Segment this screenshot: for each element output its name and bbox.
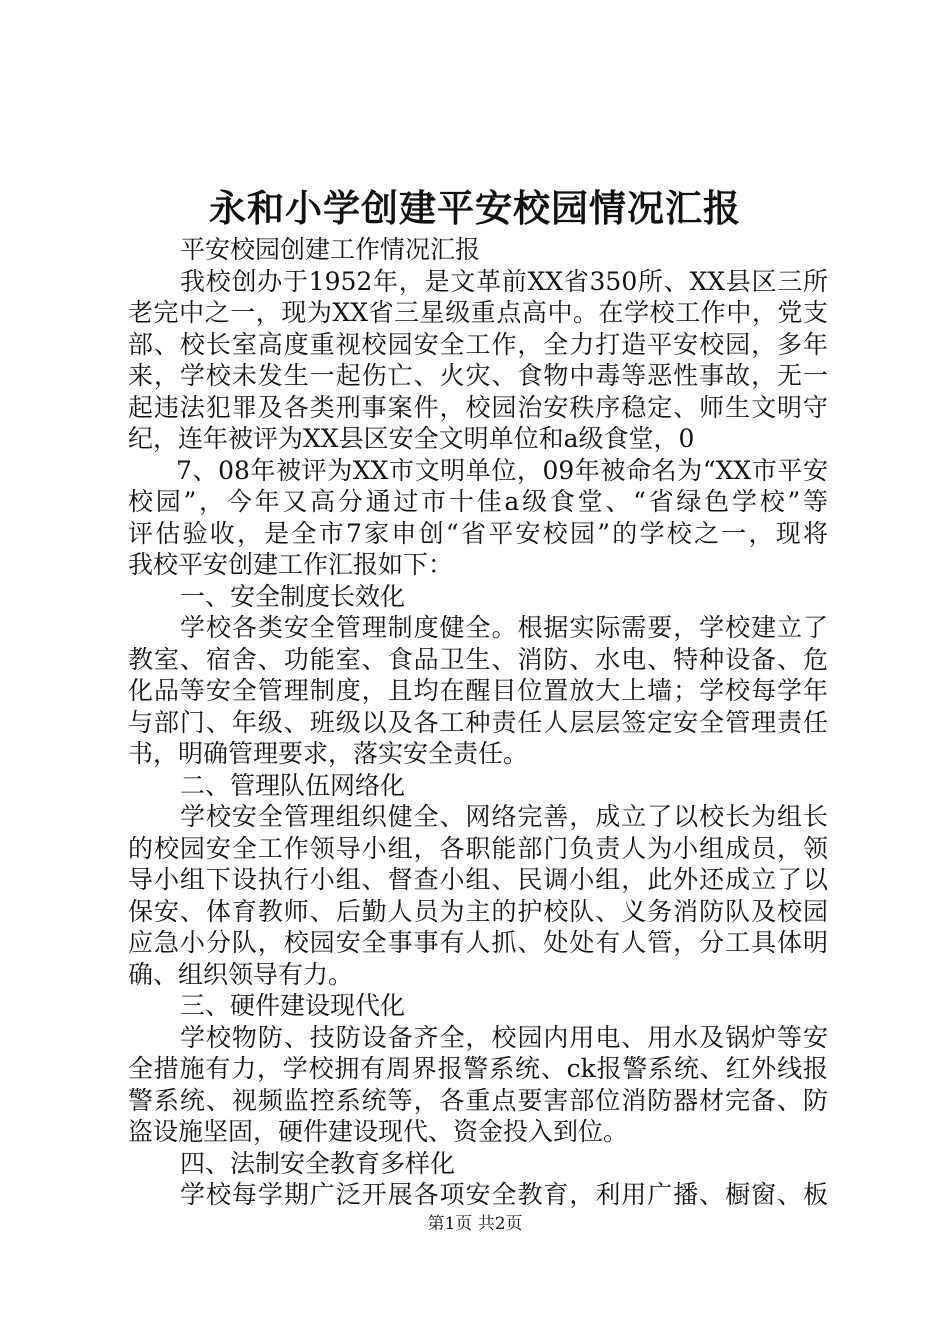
paragraph-line: 来，学校未发生一起伤亡、火灾、食物中毒等恶性事故，无一 bbox=[128, 361, 828, 390]
paragraph-line: 我校平安创建工作汇报如下： bbox=[128, 550, 454, 579]
paragraph-line: 评估验收，是全市7家申创“省平安校园”的学校之一，现将 bbox=[128, 518, 828, 548]
paragraph-line: 我校创办于1952年，是文革前XX省350所、XX县区三所 bbox=[180, 266, 828, 296]
paragraph-line: 全措施有力，学校拥有周界报警系统、ck报警系统、红外线报 bbox=[128, 1054, 828, 1083]
document-title: 永和小学创建平安校园情况汇报 bbox=[209, 186, 741, 230]
paragraph-line: 的校园安全工作领导小组，各职能部门负责人为小组成员，领 bbox=[128, 833, 828, 863]
section-heading: 四、法制安全教育多样化 bbox=[180, 1148, 456, 1178]
paragraph-line: 7、08年被评为XX市文明单位，09年被命名为“XX市平安 bbox=[176, 455, 828, 485]
section-heading: 一、安全制度长效化 bbox=[180, 581, 406, 611]
paragraph-line: 书，明确管理要求，落实安全责任。 bbox=[128, 739, 529, 768]
subtitle-line: 平安校园创建工作情况汇报 bbox=[180, 235, 481, 264]
paragraph-line: 应急小分队，校园安全事事有人抓、处处有人管，分工具体明 bbox=[128, 928, 828, 957]
paragraph-line: 学校每学期广泛开展各项安全教育，利用广播、橱窗、板 bbox=[180, 1180, 828, 1209]
paragraph-line: 化品等安全管理制度，且均在醒目位置放大上墙；学校每学年 bbox=[128, 676, 828, 705]
paragraph-line: 导小组下设执行小组、督查小组、民调小组，此外还成立了以 bbox=[128, 865, 828, 894]
paragraph-line: 与部门、年级、班级以及各工种责任人层层签定安全管理责任 bbox=[128, 707, 828, 737]
paragraph-line: 教室、宿舍、功能室、食品卫生、消防、水电、特种设备、危 bbox=[128, 644, 828, 674]
document-body bbox=[128, 234, 828, 1211]
paragraph-line: 校园”，今年又高分通过市十佳a级食堂、“省绿色学校”等 bbox=[128, 487, 828, 516]
paragraph-line: 警系统、视频监控系统等，各重点要害部位消防器材完备、防 bbox=[128, 1085, 828, 1115]
paragraph-line: 盗设施坚固，硬件建设现代、资金投入到位。 bbox=[128, 1117, 629, 1146]
paragraph-line: 老完中之一，现为XX省三星级重点高中。在学校工作中，党支 bbox=[128, 298, 828, 327]
paragraph-line: 确、组织领导有力。 bbox=[128, 959, 354, 989]
paragraph-line: 纪，连年被评为XX县区安全文明单位和a级食堂，0 bbox=[128, 424, 695, 453]
paragraph-line: 学校安全管理组织健全、网络完善，成立了以校长为组长 bbox=[180, 802, 828, 831]
paragraph-line: 保安、体育教师、后勤人员为主的护校队、义务消防队及校园 bbox=[128, 896, 828, 926]
paragraph-line: 学校物防、技防设备齐全，校园内用电、用水及锅炉等安 bbox=[180, 1022, 828, 1052]
page-number-footer: 第1页 共2页 bbox=[427, 1214, 523, 1234]
paragraph-line: 部、校长室高度重视校园安全工作，全力打造平安校园，多年 bbox=[128, 329, 828, 359]
section-heading: 三、硬件建设现代化 bbox=[180, 991, 406, 1020]
paragraph-line: 学校各类安全管理制度健全。根据实际需要，学校建立了 bbox=[180, 613, 828, 642]
section-heading: 二、管理队伍网络化 bbox=[180, 770, 406, 800]
paragraph-line: 起违法犯罪及各类刑事案件，校园治安秩序稳定、师生文明守 bbox=[128, 392, 828, 422]
